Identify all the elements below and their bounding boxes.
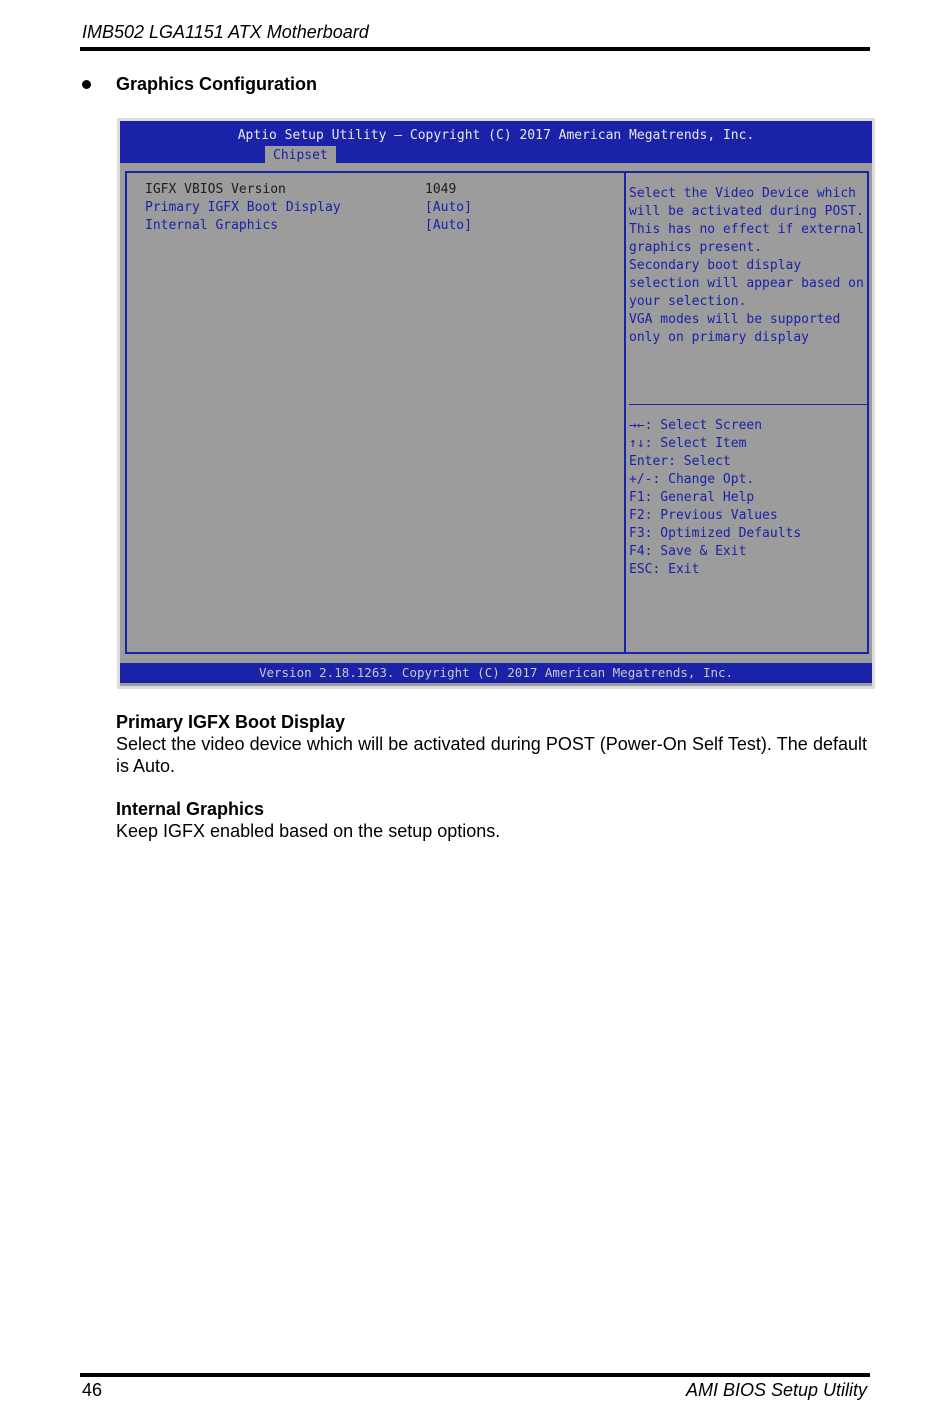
help-line: will be activated during POST. bbox=[629, 204, 864, 219]
key-optimized-defaults: F3: Optimized Defaults bbox=[629, 526, 802, 541]
description-body: Select the video device which will be activated during POST (Power-On Self Test). The default is Auto. bbox=[116, 734, 867, 776]
help-line: Select the Video Device which bbox=[629, 186, 856, 201]
option-internal-graphics[interactable]: Internal Graphics bbox=[145, 218, 279, 233]
tab-chipset[interactable]: Chipset bbox=[265, 146, 336, 165]
bios-version-footer: Version 2.18.1263. Copyright (C) 2017 American Megatrends, Inc. bbox=[258, 665, 734, 680]
bios-screenshot bbox=[117, 118, 875, 689]
key-general-help: F1: General Help bbox=[629, 490, 755, 505]
key-legend bbox=[629, 417, 869, 579]
key-save-exit: F4: Save & Exit bbox=[629, 544, 747, 559]
help-line: only on primary display bbox=[629, 330, 810, 345]
bios-screen bbox=[120, 121, 872, 686]
key-select-screen: →←: Select Screen bbox=[629, 418, 763, 433]
description-heading: Primary IGFX Boot Display bbox=[116, 712, 346, 732]
help-line: Secondary boot display bbox=[629, 258, 802, 273]
section-heading: Graphics Configuration bbox=[116, 74, 318, 94]
help-line: This has no effect if external bbox=[629, 222, 864, 237]
footer-rule bbox=[80, 1373, 870, 1377]
key-select-item: ↑↓: Select Item bbox=[629, 436, 747, 451]
help-text bbox=[629, 185, 869, 347]
panel-divider-horizontal bbox=[629, 404, 869, 405]
key-previous-values: F2: Previous Values bbox=[629, 508, 778, 523]
help-line: VGA modes will be supported bbox=[629, 312, 841, 327]
panel-divider-vertical bbox=[624, 173, 626, 652]
page-footer-title: AMI BIOS Setup Utility bbox=[685, 1380, 867, 1400]
description-heading: Internal Graphics bbox=[116, 799, 265, 819]
bullet bbox=[82, 80, 91, 89]
help-line: your selection. bbox=[629, 294, 747, 309]
help-line: selection will appear based on bbox=[629, 276, 864, 291]
description-body: Keep IGFX enabled based on the setup options. bbox=[116, 821, 501, 841]
key-exit: ESC: Exit bbox=[629, 562, 700, 577]
bios-bottom-bar bbox=[120, 663, 872, 683]
bios-top-bar bbox=[120, 121, 872, 163]
key-change-opt: +/-: Change Opt. bbox=[629, 472, 755, 487]
page-number: 46 bbox=[82, 1380, 103, 1400]
option-primary-igfx-boot-display[interactable]: Primary IGFX Boot Display bbox=[145, 200, 341, 215]
help-line: graphics present. bbox=[629, 240, 763, 255]
header-rule bbox=[80, 47, 870, 51]
option-primary-igfx-boot-display-value[interactable]: [Auto] bbox=[425, 200, 472, 215]
page-header-title: IMB502 LGA1151 ATX Motherboard bbox=[82, 22, 369, 42]
key-enter-select: Enter: Select bbox=[629, 454, 731, 469]
bios-title: Aptio Setup Utility – Copyright (C) 2017 American Megatrends, Inc. bbox=[237, 128, 755, 143]
option-internal-graphics-value[interactable]: [Auto] bbox=[425, 218, 472, 233]
description-internal-graphics bbox=[116, 798, 867, 842]
option-igfx-vbios-version-value: 1049 bbox=[425, 182, 457, 197]
description-primary-igfx bbox=[116, 711, 867, 777]
bios-main-panel bbox=[125, 171, 869, 654]
option-igfx-vbios-version-label: IGFX VBIOS Version bbox=[145, 182, 286, 197]
